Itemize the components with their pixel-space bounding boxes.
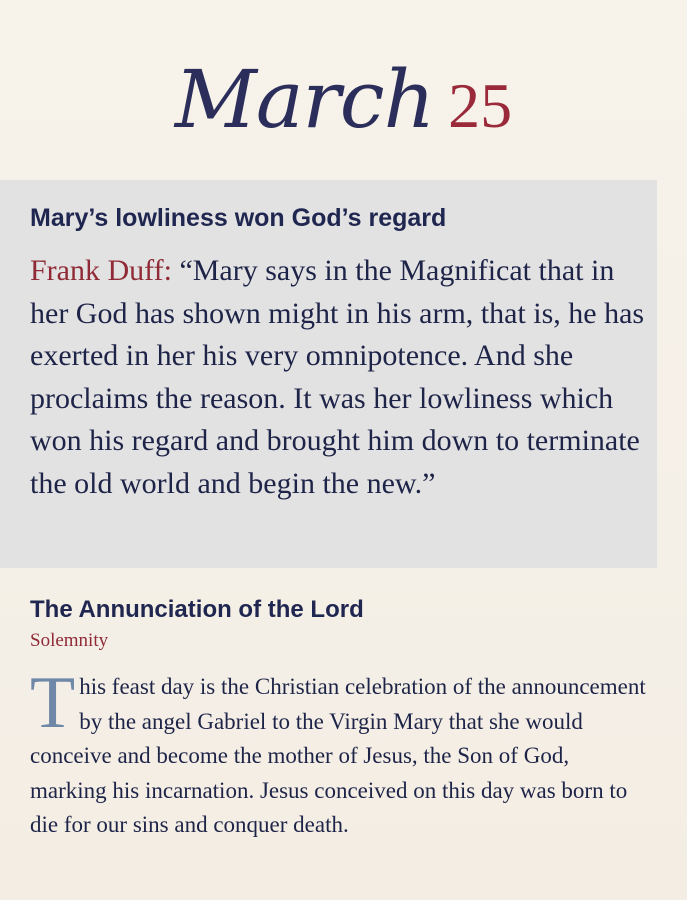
reflection-title: Mary’s lowliness won God’s regard: [30, 204, 447, 232]
reflection-author: Frank Duff:: [30, 254, 172, 287]
reflection-quote-text: “Mary says in the Magnificat that in her God has shown might in his arm, that is, he has exerted in her his very omnipotence. And she proclaims the reason. It was her lowliness which won his regard and brought him down to terminate the old world and begin the new.”: [30, 254, 645, 500]
feast-dropcap: T: [30, 662, 76, 744]
feast-description-text: his feast day is the Christian celebration of the announcement by the angel Gabriel to the Virgin Mary that she would conceive and become the mother of Jesus, the Son of God, marking his incarnation. Jesus conceived on this day was born to die for our sins and conquer death.: [30, 674, 646, 837]
date-day: 25: [448, 70, 513, 141]
feast-title: The Annunciation of the Lord: [30, 596, 364, 623]
feast-rank: Solemnity: [30, 630, 109, 651]
date-month: March: [174, 53, 435, 146]
reflection-quote: [30, 250, 656, 505]
date-heading: [0, 40, 687, 160]
feast-description: [30, 662, 650, 843]
